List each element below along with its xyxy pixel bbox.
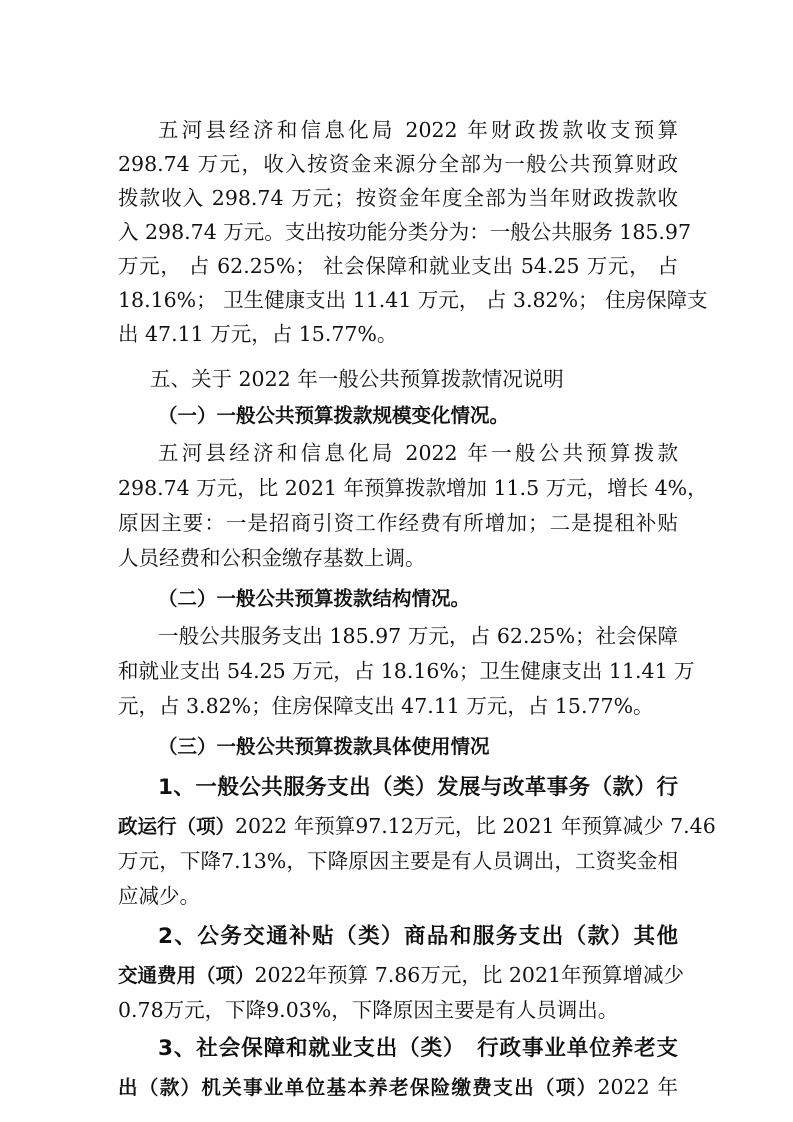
paragraph-line: 0.78万元，下降9.03%，下降原因主要是有人员调出。	[118, 998, 619, 1022]
paragraph-line: 298.74 万元，收入按资金来源分全部为一般公共预算财政	[118, 152, 678, 176]
paragraph-line: 原因主要：一是招商引资工作经费有所增加；二是提租补贴	[118, 511, 678, 535]
paragraph-line: 五河县经济和信息化局 2022 年财政拨款收支预算	[158, 118, 678, 142]
paragraph-line: 出 47.11 万元，占 15.77%。	[118, 322, 398, 346]
paragraph-line: 五河县经济和信息化局 2022 年一般公共预算拨款	[158, 441, 678, 465]
subsection-heading: （三）一般公共预算拨款具体使用情况	[158, 735, 490, 758]
item-1-title-cont: 政运行（项）	[118, 815, 236, 838]
paragraph-line: 和就业支出 54.25 万元，占 18.16%；卫生健康支出 11.41 万	[118, 659, 695, 683]
paragraph-line: 18.16%； 卫生健康支出 11.41 万元， 占 3.82%； 住房保障支	[118, 288, 708, 312]
item-3-line-2	[118, 1071, 678, 1104]
item-3-title-cont: 出（款）机关事业单位基本养老保险缴费支出（项）	[118, 1076, 598, 1099]
item-2-line-2	[118, 959, 685, 992]
paragraph-line: 一般公共服务支出 185.97 万元，占 62.25%；社会保障	[158, 624, 678, 648]
paragraph-line: 入 298.74 万元。支出按功能分类分为：一般公共服务 185.97	[118, 220, 692, 244]
subsection-heading: （一）一般公共预算拨款规模变化情况。	[158, 404, 510, 427]
paragraph-line: 万元， 占 62.25%； 社会保障和就业支出 54.25 万元， 占	[118, 254, 678, 278]
item-3-title: 3、社会保障和就业支出（类） 行政事业单位养老支	[158, 1036, 678, 1061]
paragraph-line: 人员经费和公积金缴存基数上调。	[118, 546, 426, 570]
item-2-text: 2022年预算 7.86万元，比 2021年预算增减少	[254, 963, 685, 987]
paragraph-line: 拨款收入 298.74 万元；按资金年度全部为当年财政拨款收	[118, 186, 678, 210]
section-heading: 五、关于 2022 年一般公共预算拨款情况说明	[150, 367, 564, 391]
item-1-text: 2022 年预算97.12万元，比 2021 年预算减少 7.46	[235, 814, 716, 838]
paragraph-line: 应减少。	[118, 884, 200, 908]
item-1-title: 1、一般公共服务支出（类）发展与改革事务（款）行	[158, 775, 678, 800]
item-2-title: 2、公务交通补贴（类）商品和服务支出（款）其他	[158, 924, 678, 949]
item-1-line-2	[118, 810, 716, 843]
paragraph-line: 万元，下降7.13%，下降原因主要是有人员调出，工资奖金相	[118, 849, 678, 873]
item-2-title-cont: 交通费用（项）	[118, 964, 255, 987]
paragraph-line: 298.74 万元，比 2021 年预算拨款增加 11.5 万元，增长 4%，	[118, 476, 708, 500]
paragraph-line: 元，占 3.82%；住房保障支出 47.11 万元，占 15.77%。	[118, 694, 654, 718]
item-3-text: 2022 年	[597, 1075, 678, 1099]
subsection-heading: （二）一般公共预算拨款结构情况。	[158, 587, 471, 610]
